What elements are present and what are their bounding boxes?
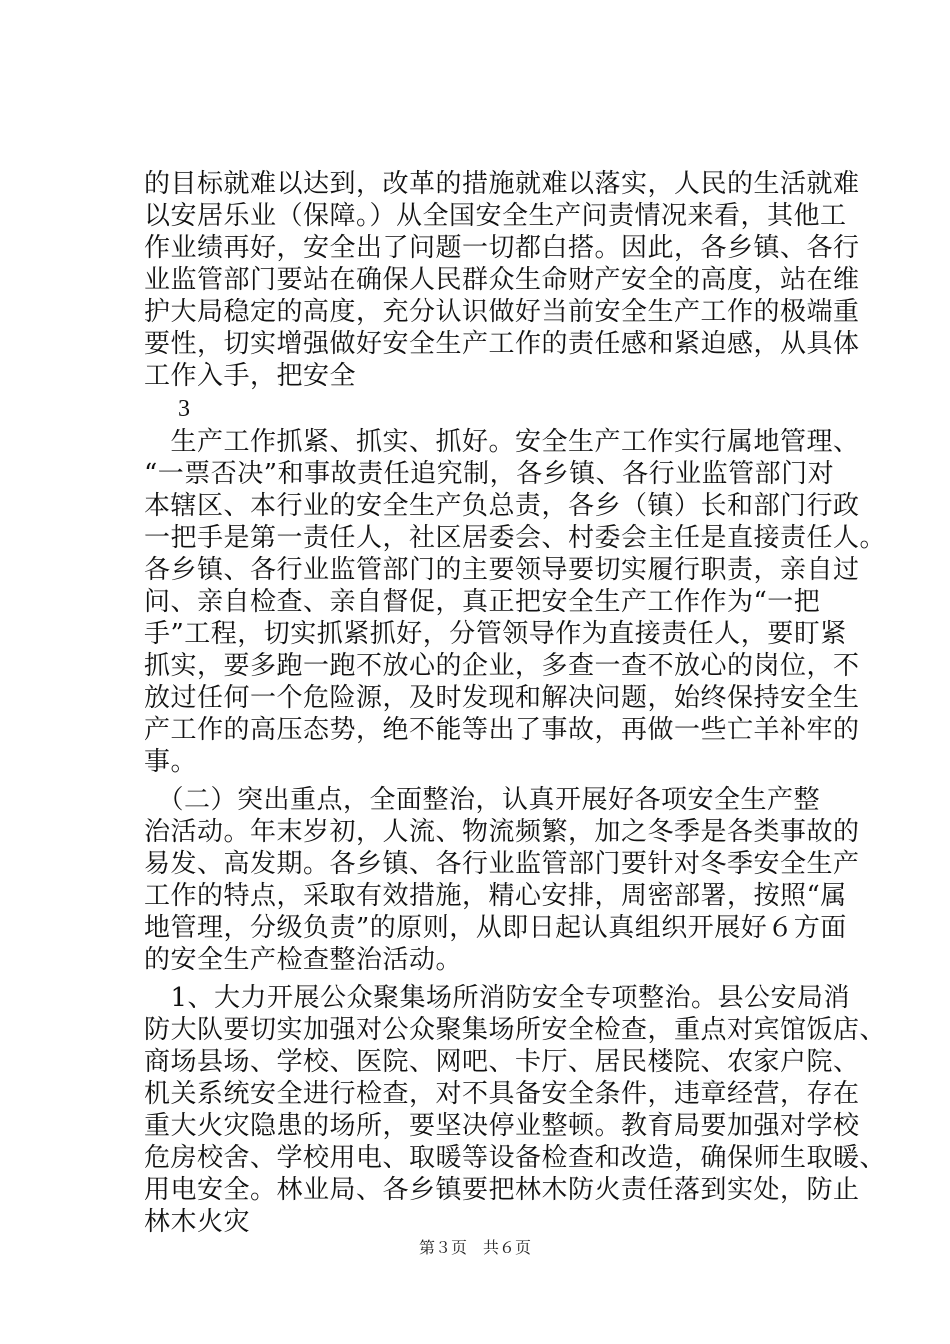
text-line: 1、大力开展公众聚集场所消防安全专项整治。县公安局消 — [144, 983, 851, 1013]
text-line: 用电安全。林业局、各乡镇要把林木防火责任落到实处，防止 — [144, 1175, 860, 1205]
text-line: 产工作的高压态势，绝不能等出了事故，再做一些亡羊补牢的 — [144, 715, 860, 745]
text-line: 工作入手，把安全 — [144, 361, 357, 391]
text-line: 手”工程，切实抓紧抓好，分管领导作为直接责任人，要盯紧 — [144, 619, 847, 649]
page-footer: 第３页 共６页 — [418, 1238, 531, 1257]
text-line: 要性，切实增强做好安全生产工作的责任感和紧迫感，从具体 — [144, 329, 860, 359]
text-line: 机关系统安全进行检查，对不具备安全条件，违章经营，存在 — [144, 1079, 860, 1109]
text-line: 生产工作抓紧、抓实、抓好。安全生产工作实行属地管理、 — [144, 427, 860, 457]
text-line: （二）突出重点，全面整治，认真开展好各项安全生产整 — [144, 785, 821, 815]
text-line: 一把手是第一责任人，社区居委会、村委会主任是直接责任人。 — [144, 523, 887, 553]
text-line: 商场县场、学校、医院、网吧、卡厅、居民楼院、农家户院、 — [144, 1047, 860, 1077]
text-line: 抓实，要多跑一跑不放心的企业，多查一查不放心的岗位，不 — [144, 651, 860, 681]
text-line: “一票否决”和事故责任追究制，各乡镇、各行业监管部门对 — [144, 459, 835, 489]
text-line: 重大火灾隐患的场所，要坚决停业整顿。教育局要加强对学校 — [144, 1111, 860, 1141]
text-line: 作业绩再好，安全出了问题一切都白搭。因此，各乡镇、各行 — [144, 233, 860, 263]
text-line: 地管理，分级负责”的原则，从即日起认真组织开展好６方面 — [144, 913, 847, 943]
text-line: 问、亲自检查、亲自督促，真正把安全生产工作作为“一把 — [144, 587, 821, 617]
text-line: 业监管部门要站在确保人民群众生命财产安全的高度，站在维 — [144, 265, 860, 295]
text-line: 事。 — [144, 747, 198, 777]
text-line: 的目标就难以达到，改革的措施就难以落实，人民的生活就难 — [144, 169, 860, 199]
text-line: 护大局稳定的高度，充分认识做好当前安全生产工作的极端重 — [144, 297, 860, 327]
text-line: 本辖区、本行业的安全生产负总责，各乡（镇）长和部门行政 — [144, 491, 860, 521]
text-line: 危房校舍、学校用电、取暖等设备检查和改造，确保师生取暖、 — [144, 1143, 887, 1173]
text-line: 防大队要切实加强对公众聚集场所安全检查，重点对宾馆饭店、 — [144, 1015, 887, 1045]
text-line: 易发、高发期。各乡镇、各行业监管部门要针对冬季安全生产 — [144, 849, 860, 879]
inline-page-number: 3 — [178, 396, 190, 422]
text-line: 的安全生产检查整治活动。 — [144, 945, 463, 975]
text-line: 林木火灾 — [144, 1207, 251, 1237]
text-line: 治活动。年末岁初，人流、物流频繁，加之冬季是各类事故的 — [144, 817, 860, 847]
text-line: 各乡镇、各行业监管部门的主要领导要切实履行职责，亲自过 — [144, 555, 860, 585]
text-line: 放过任何一个危险源，及时发现和解决问题，始终保持安全生 — [144, 683, 860, 713]
document-body — [144, 168, 887, 1238]
text-line: 以安居乐业（保障。）从全国安全生产问责情况来看，其他工 — [144, 201, 847, 231]
text-line: 工作的特点，采取有效措施，精心安排，周密部署，按照“属 — [144, 881, 847, 911]
